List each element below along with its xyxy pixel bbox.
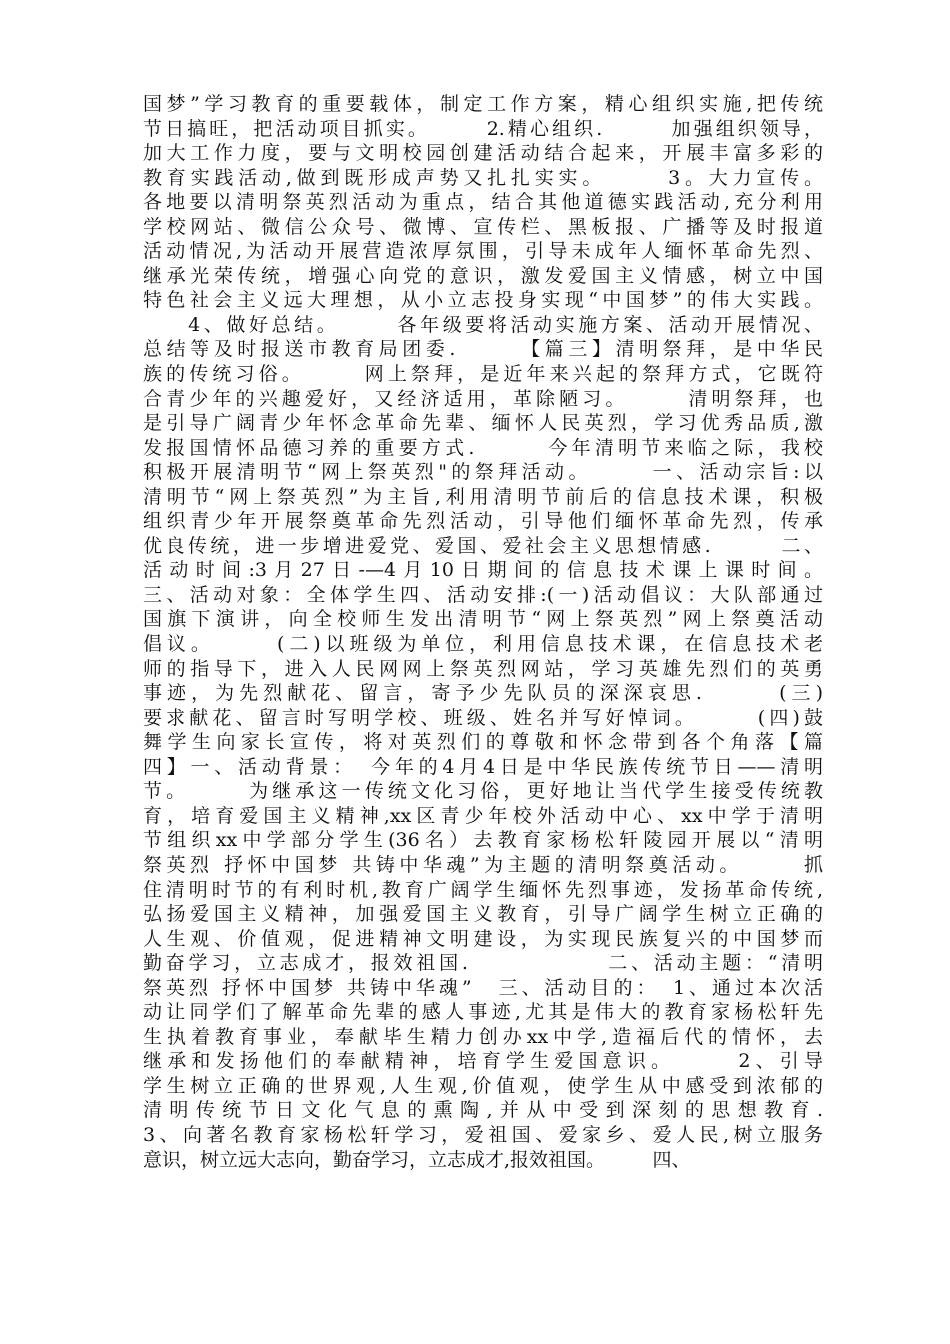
paragraph-line: 国旗下演讲，向全校师生发出清明节“网上祭英烈”网上祭奠活动 xyxy=(143,608,823,631)
paragraph-line: 继承和发扬他们的奉献精神，培育学生爱国意识。 2、引导 xyxy=(143,1050,823,1073)
paragraph-line: 总结等及时报送市教育局团委. 【篇三】清明祭拜，是中华民 xyxy=(143,338,823,361)
paragraph-line: 清明节“网上祭英烈”为主旨,利用清明节前后的信息技术课，积极 xyxy=(143,485,823,508)
paragraph-line: 是引导广阔青少年怀念革命先辈、缅怀人民英烈，学习优秀品质,激 xyxy=(143,412,823,435)
paragraph-line: 师的指导下，进入人民网网上祭英烈网站，学习英雄先烈们的英勇 xyxy=(143,657,823,680)
paragraph-line: 住清明时节的有利时机,教育广阔学生缅怀先烈事迹，发扬革命传统, xyxy=(143,878,823,901)
paragraph-line: 3、向著名教育家杨松轩学习，爱祖国、爱家乡、爱人民,树立服务 xyxy=(143,1123,823,1146)
paragraph-line: 舞学生向家长宣传，将对英烈们的尊敬和怀念带到各个角落【篇 xyxy=(143,731,823,754)
paragraph-line: 四】一、活动背景： 今年的4月4日是中华民族传统节日——清明 xyxy=(143,755,823,778)
paragraph-line: 积极开展清明节“网上祭英烈"的祭拜活动。 一、活动宗旨:以 xyxy=(143,461,823,484)
paragraph-line: 各地要以清明祭英烈活动为重点，结合其他道德实践活动,充分利用 xyxy=(143,191,823,214)
paragraph-line: 祭英烈 抒怀中国梦 共铸中华魂” 三、活动目的： 1、通过本次活 xyxy=(143,976,823,999)
paragraph-line: 活动时间:3月27日-—4月10日期间的信息技术课上课时间。 xyxy=(143,559,823,582)
paragraph-line: 合青少年的兴趣爱好，又经济适用，革除陋习。 清明祭拜，也 xyxy=(143,387,823,410)
paragraph-line: 祭英烈 抒怀中国梦 共铸中华魂”为主题的清明祭奠活动。 抓 xyxy=(143,853,823,876)
paragraph-line: 弘扬爱国主义精神，加强爱国主义教育，引导广阔学生树立正确的 xyxy=(143,903,823,926)
paragraph-line: 勤奋学习，立志成才，报效祖国. 二、活动主题：“清明 xyxy=(143,952,823,975)
paragraph-line: 要求献花、留言时写明学校、班级、姓名并写好悼词。 (四)鼓 xyxy=(143,706,823,729)
paragraph-line: 继承光荣传统，增强心向党的意识，激发爱国主义情感，树立中国 xyxy=(143,264,823,287)
paragraph-line: 倡议。 (二)以班级为单位，利用信息技术课，在信息技术老 xyxy=(143,633,823,656)
document-body xyxy=(143,92,823,1172)
paragraph-line: 节。 为继承这一传统文化习俗，更好地让当代学生接受传统教 xyxy=(143,780,823,803)
paragraph-line: 学生树立正确的世界观,人生观,价值观，使学生从中感受到浓郁的 xyxy=(143,1074,823,1097)
paragraph-line: 教育实践活动,做到既形成声势又扎扎实实。 3。大力宣传。 xyxy=(143,166,823,189)
paragraph-line: 发报国情怀品德习养的重要方式. 今年清明节来临之际，我校 xyxy=(143,436,823,459)
paragraph-line: 活动情况,为活动开展营造浓厚氛围，引导未成年人缅怀革命先烈、 xyxy=(143,240,823,263)
paragraph-line: 特色社会主义远大理想，从小立志投身实现“中国梦”的伟大实践。 xyxy=(143,289,823,312)
paragraph-line: 生执着教育事业，奉献毕生精力创办xx中学,造福后代的情怀，去 xyxy=(143,1025,823,1048)
paragraph-line: 清明传统节日文化气息的熏陶,并从中受到深刻的思想教育. xyxy=(143,1099,823,1122)
paragraph-line: 动让同学们了解革命先辈的感人事迹,尤其是伟大的教育家杨松轩先 xyxy=(143,1001,823,1024)
paragraph-line: 事迹，为先烈献花、留言，寄予少先队员的深深哀思. (三) xyxy=(143,682,823,705)
paragraph-line: 节日搞旺，把活动项目抓实。 2.精心组织. 加强组织领导， xyxy=(143,117,823,140)
paragraph-line: 节组织xx中学部分学生(36名）去教育家杨松轩陵园开展以“清明 xyxy=(143,829,823,852)
paragraph-line: 加大工作力度，要与文明校园创建活动结合起来，开展丰富多彩的 xyxy=(143,142,823,165)
paragraph-line: 优良传统，进一步增进爱党、爱国、爱社会主义思想情感. 二、 xyxy=(143,534,823,557)
paragraph-line: 学校网站、微信公众号、微博、宣传栏、黑板报、广播等及时报道 xyxy=(143,215,823,238)
paragraph-line: 三、活动对象：全体学生四、活动安排:(一)活动倡议：大队部通过 xyxy=(143,583,823,606)
paragraph-line: 组织青少年开展祭奠革命先烈活动，引导他们缅怀革命先烈，传承 xyxy=(143,510,823,533)
paragraph-line: 意识，树立远大志向，勤奋学习，立志成才,报效祖国。 四、 xyxy=(143,1148,691,1171)
paragraph-line: 4、做好总结。 各年级要将活动实施方案、活动开展情况、 xyxy=(143,313,823,336)
paragraph-line: 国梦”学习教育的重要载体，制定工作方案，精心组织实施,把传统 xyxy=(143,93,823,115)
paragraph-line: 育，培育爱国主义精神,xx区青少年校外活动中心、xx中学于清明 xyxy=(143,804,823,827)
paragraph-line: 人生观、价值观，促进精神文明建设，为实现民族复兴的中国梦而 xyxy=(143,927,823,950)
paragraph-line: 族的传统习俗。 网上祭拜，是近年来兴起的祭拜方式，它既符 xyxy=(143,363,823,386)
